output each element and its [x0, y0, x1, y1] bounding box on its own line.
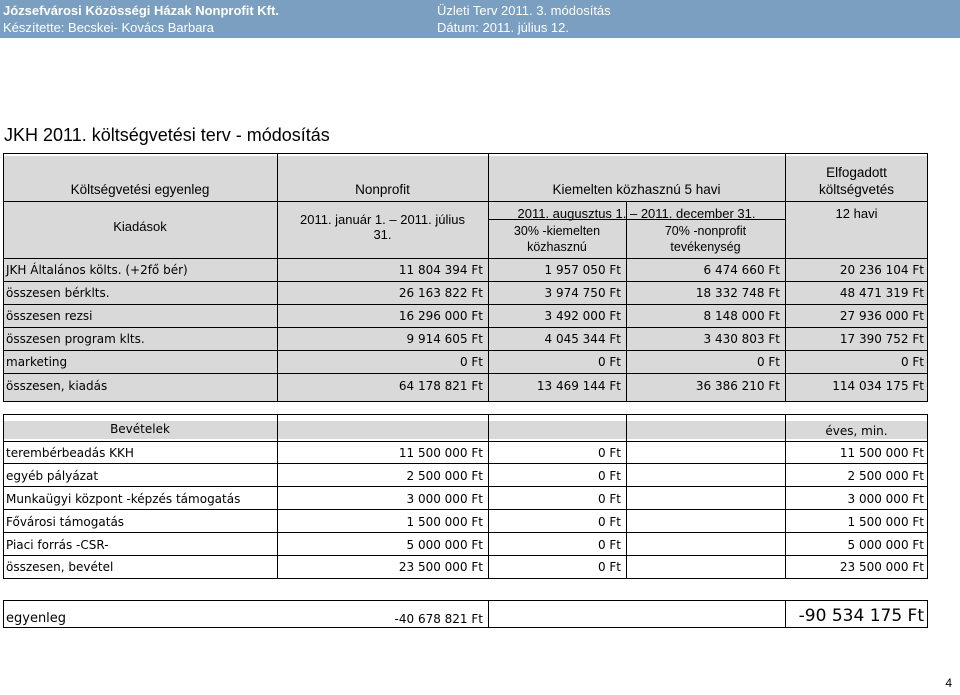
income-annual-value: 3 000 000 Ft — [847, 492, 924, 506]
col-divider — [488, 600, 489, 628]
row-divider — [3, 258, 928, 259]
expense-30pct-value: 0 Ft — [597, 355, 621, 369]
income-header-label: Bevételek — [110, 422, 170, 436]
expense-30pct-value: 3 492 000 Ft — [544, 309, 621, 323]
row-divider — [3, 532, 928, 533]
income-nonprofit-value: 23 500 000 Ft — [398, 560, 483, 574]
header-kiadasok: Kiadások — [113, 219, 167, 234]
income-annual-value: 1 500 000 Ft — [847, 515, 924, 529]
income-annual-value: 23 500 000 Ft — [839, 560, 924, 574]
income-kiemelt-value: 0 Ft — [597, 560, 621, 574]
row-divider — [3, 373, 928, 374]
expense-label: JKH Általános költs. (+2fő bér) — [6, 263, 188, 277]
income-kiemelt-value: 0 Ft — [597, 492, 621, 506]
expense-annual-value: 0 Ft — [900, 355, 924, 369]
header-30-pct: 30% -kiemelten — [513, 224, 601, 238]
income-kiemelt-value: 0 Ft — [597, 446, 621, 460]
row-divider — [3, 463, 928, 464]
organization-name: Józsefvárosi Közösségi Házak Nonprofit Kft. — [3, 3, 279, 18]
row-divider — [3, 509, 928, 510]
col-divider — [785, 600, 786, 628]
row-divider — [3, 201, 928, 202]
income-label: Munkaügyi központ -képzés támogatás — [6, 492, 241, 506]
income-nonprofit-value: 2 500 000 Ft — [406, 469, 483, 483]
row-divider — [3, 555, 928, 556]
expense-label: marketing — [6, 355, 68, 369]
income-nonprofit-value: 5 000 000 Ft — [406, 538, 483, 552]
expense-label: összesen program klts. — [6, 332, 145, 346]
expense-70pct-value: 36 386 210 Ft — [695, 379, 780, 393]
document-header — [0, 0, 960, 38]
expense-70pct-value: 8 148 000 Ft — [703, 309, 780, 323]
expense-nonprofit-value: 9 914 605 Ft — [406, 332, 483, 346]
income-annual-value: 5 000 000 Ft — [847, 538, 924, 552]
income-annual-value: 11 500 000 Ft — [839, 446, 924, 460]
header-elfogadott: Elfogadott — [826, 165, 887, 180]
expense-nonprofit-value: 26 163 822 Ft — [398, 286, 483, 300]
expense-70pct-value: 3 430 803 Ft — [703, 332, 780, 346]
expense-annual-value: 27 936 000 Ft — [839, 309, 924, 323]
expense-70pct-value: 6 474 660 Ft — [703, 263, 780, 277]
expense-30pct-value: 1 957 050 Ft — [544, 263, 621, 277]
header-70-pct: 70% -nonprofit — [664, 224, 747, 238]
income-kiemelt-value: 0 Ft — [597, 515, 621, 529]
income-label: terembérbeadás KKH — [6, 446, 134, 460]
balance-nonprofit: -40 678 821 Ft — [394, 612, 483, 626]
row-divider — [3, 486, 928, 487]
row-divider — [3, 327, 928, 328]
income-nonprofit-value: 1 500 000 Ft — [406, 515, 483, 529]
income-annual-value: 2 500 000 Ft — [847, 469, 924, 483]
plan-title: Üzleti Terv 2011. 3. módosítás — [437, 3, 611, 18]
header-kiemelt: Kiemelten közhasznú 5 havi — [552, 182, 721, 197]
row-divider — [3, 304, 928, 305]
row-divider — [3, 350, 928, 351]
page-number: 4 — [945, 676, 952, 690]
header-period1: 2011. január 1. – 2011. július — [299, 212, 466, 227]
expense-30pct-value: 4 045 344 Ft — [544, 332, 621, 346]
income-header-annual: éves, min. — [825, 424, 888, 438]
income-kiemelt-value: 0 Ft — [597, 469, 621, 483]
income-label: összesen, bevétel — [6, 560, 114, 574]
expense-70pct-value: 18 332 748 Ft — [695, 286, 780, 300]
expense-nonprofit-value: 64 178 821 Ft — [398, 379, 483, 393]
expense-30pct-value: 3 974 750 Ft — [544, 286, 621, 300]
page-title: JKH 2011. költségvetési terv - módosítás — [4, 125, 330, 145]
expense-annual-value: 20 236 104 Ft — [839, 263, 924, 277]
income-label: Fővárosi támogatás — [6, 515, 125, 529]
balance-annual: -90 534 175 Ft — [798, 606, 924, 626]
header-nonprofit: Nonprofit — [355, 182, 410, 197]
header-30-pct-sub: közhasznú — [527, 240, 587, 254]
income-label: egyéb pályázat — [6, 469, 99, 483]
expense-70pct-value: 0 Ft — [756, 355, 780, 369]
income-nonprofit-value: 3 000 000 Ft — [406, 492, 483, 506]
expense-label: összesen bérklts. — [6, 286, 110, 300]
expense-nonprofit-value: 0 Ft — [459, 355, 483, 369]
expense-nonprofit-value: 16 296 000 Ft — [398, 309, 483, 323]
document-date: Dátum: 2011. július 12. — [437, 20, 569, 35]
expense-annual-value: 114 034 175 Ft — [832, 379, 924, 393]
balance-label: egyenleg — [6, 611, 67, 626]
expense-label: összesen, kiadás — [6, 379, 108, 393]
row-divider — [3, 281, 928, 282]
header-period2: 2011. augusztus 1. – 2011. december 31. — [517, 206, 756, 221]
expense-nonprofit-value: 11 804 394 Ft — [398, 263, 483, 277]
income-kiemelt-value: 0 Ft — [597, 538, 621, 552]
header-period1-end: 31. — [373, 227, 392, 242]
expense-annual-value: 48 471 319 Ft — [839, 286, 924, 300]
expense-label: összesen rezsi — [6, 309, 93, 323]
expense-annual-value: 17 390 752 Ft — [839, 332, 924, 346]
header-balance: Költségvetési egyenleg — [70, 182, 210, 197]
header-70-pct-sub: tevékenység — [670, 240, 741, 254]
header-koltsegvetes: költségvetés — [818, 182, 895, 197]
expense-30pct-value: 13 469 144 Ft — [536, 379, 621, 393]
income-label: Piaci forrás -CSR- — [6, 538, 109, 552]
row-divider — [3, 441, 928, 442]
author-line: Készítette: Becskei- Kovács Barbara — [3, 20, 214, 35]
header-12-havi: 12 havi — [835, 206, 878, 221]
income-nonprofit-value: 11 500 000 Ft — [398, 446, 483, 460]
